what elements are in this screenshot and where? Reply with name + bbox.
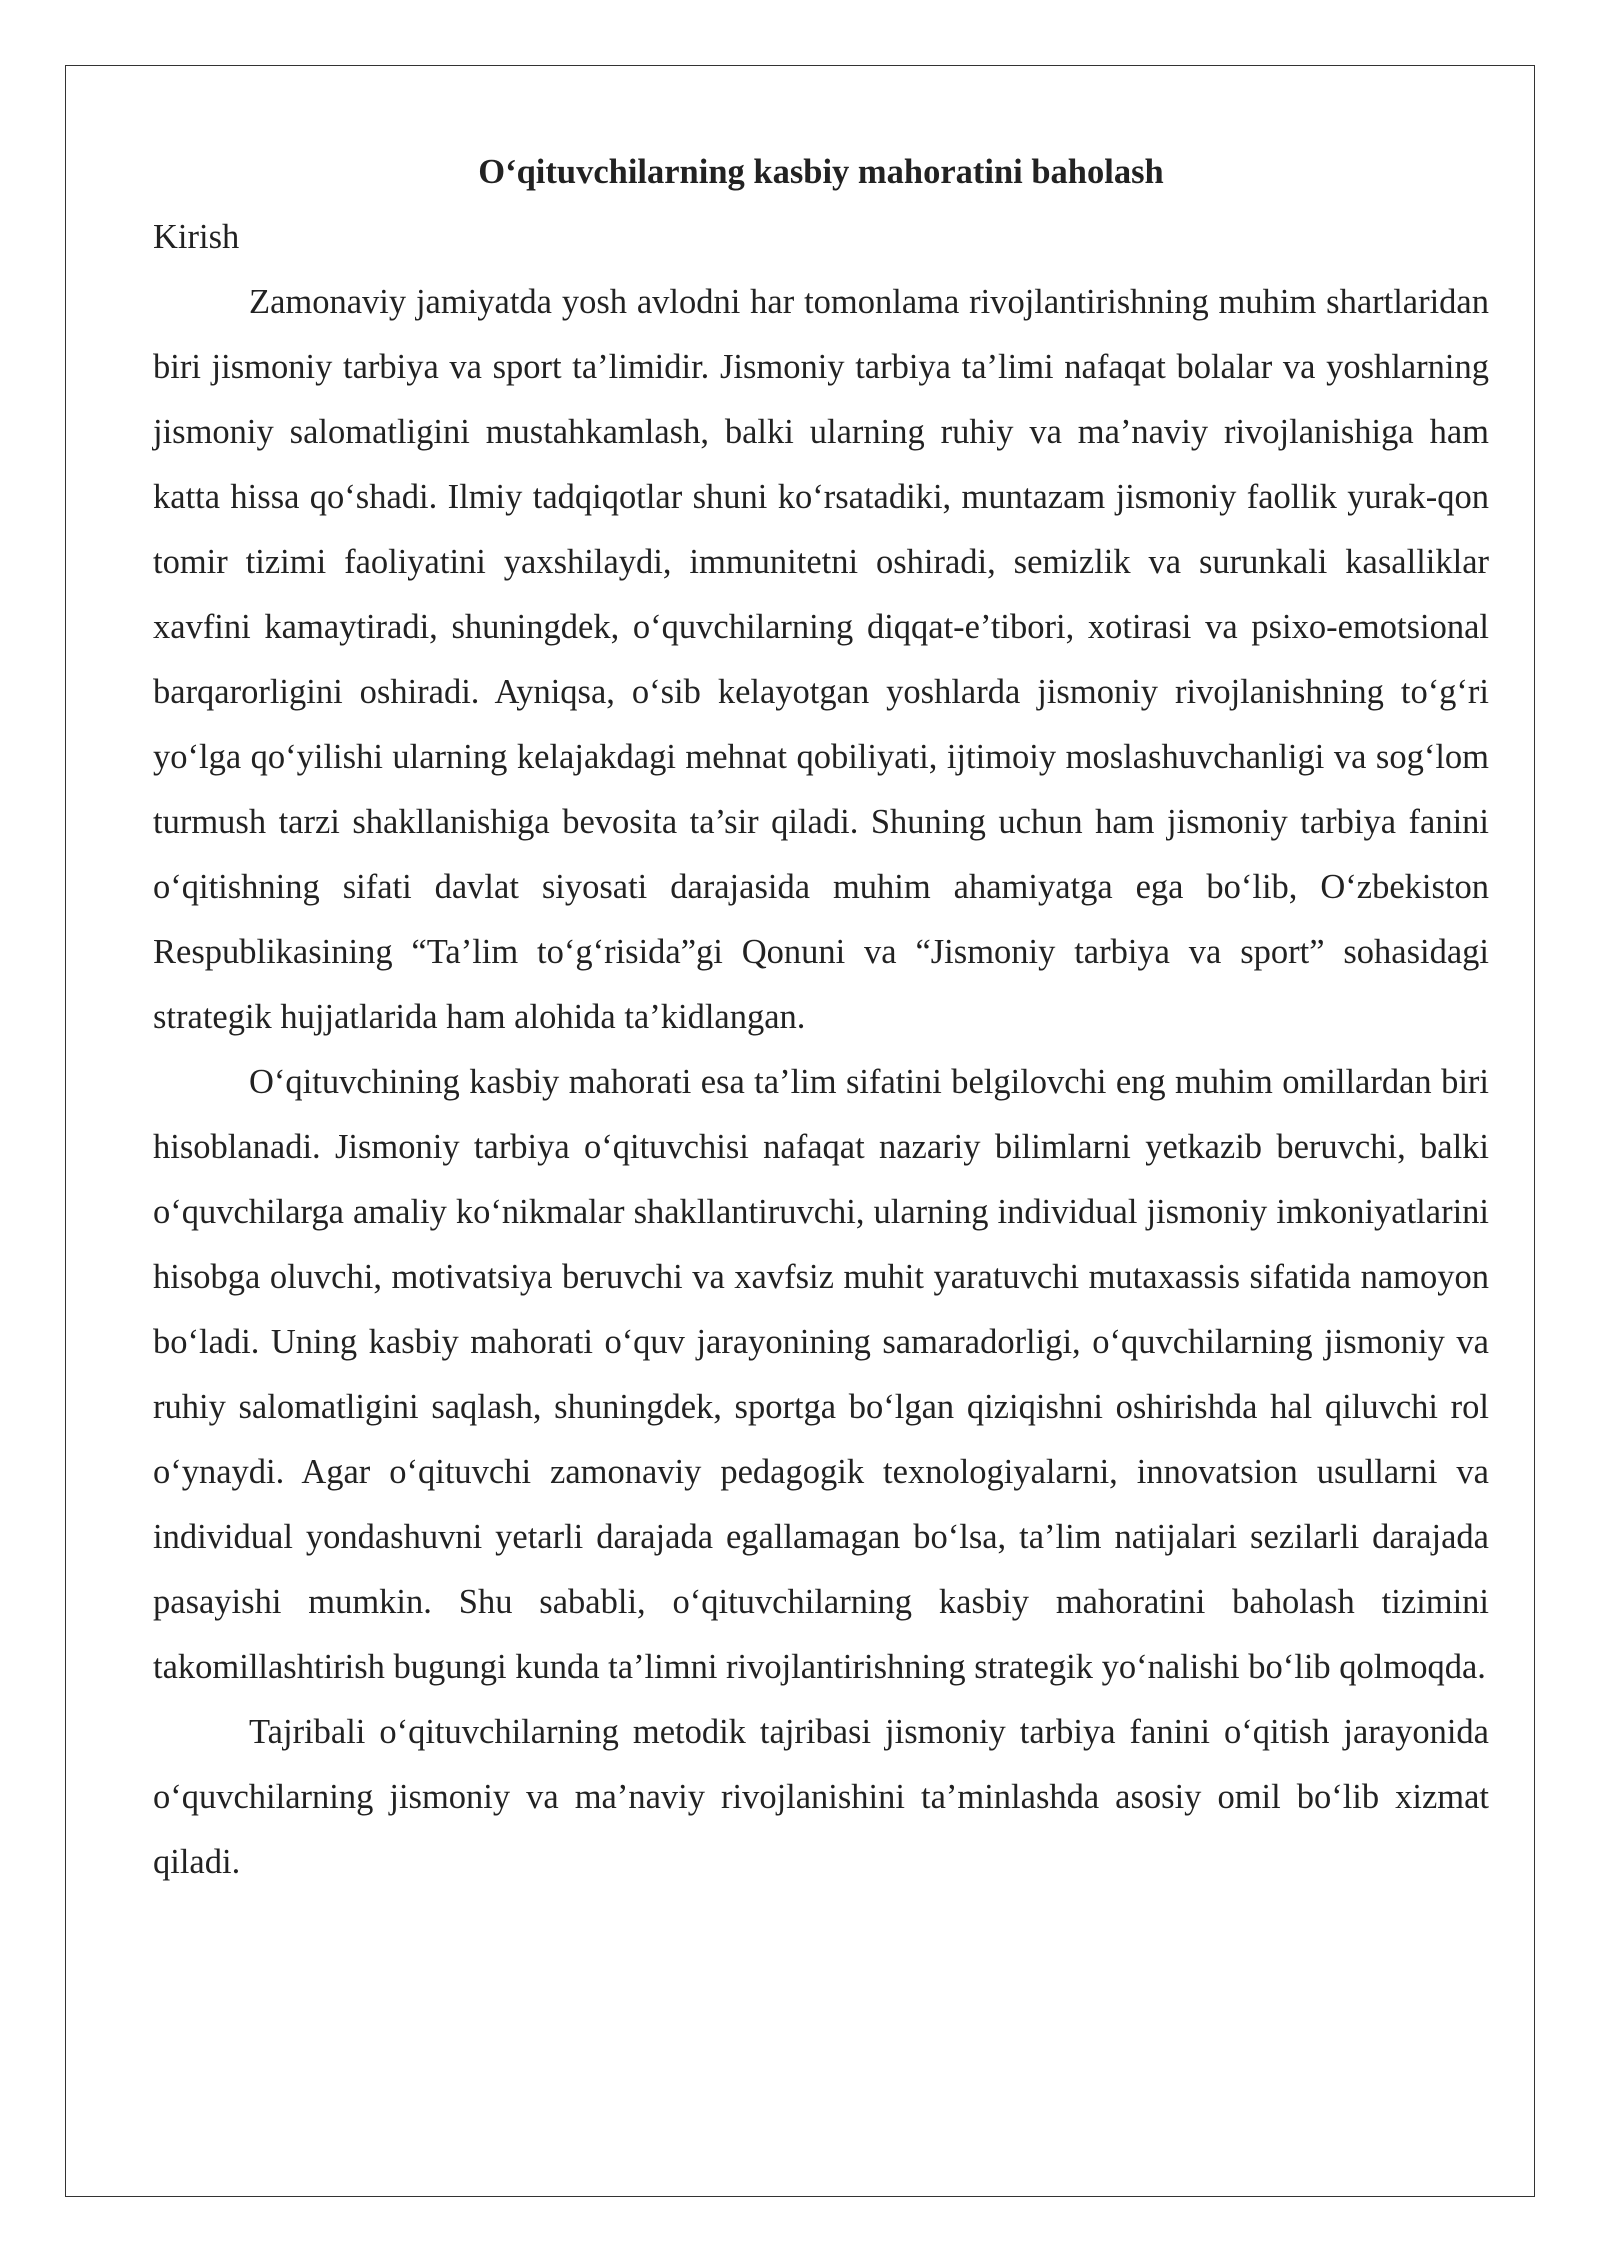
paragraph: Zamonaviy jamiyatda yosh avlodni har tomonlama rivojlantirishning muhim shartlaridan biri jismoniy tarbiya va sport ta’limidir. Jismoniy tarbiya ta’limi nafaqat bolalar va yoshlarning jismoniy salomatligini mustahkamlash, balki ularning ruhiy va ma’naviy rivojlanishiga ham katta hissa qo‘shadi. Ilmiy tadqiqotlar shuni ko‘rsatadiki, muntazam jismoniy faollik yurak-qon tomir tizimi faoliyatini yaxshilaydi, immunitetni oshiradi, semizlik va surunkali kasalliklar xavfini kamaytiradi, shuningdek, o‘quvchilarning diqqat-e’tibori, xotirasi va psixo-emotsional barqarorligini oshiradi. Ayniqsa, o‘sib kelayotgan yoshlarda jismoniy rivojlanishning to‘g‘ri yo‘lga qo‘yilishi ularning kelajakdagi mehnat qobiliyati, ijtimoiy moslashuvchanligi va sog‘lom turmush tarzi shakllanishiga bevosita ta’sir qiladi. Shuning uchun ham jismoniy tarbiya fanini o‘qitishning sifati davlat siyosati darajasida muhim ahamiyatga ega bo‘lib, O‘zbekiston Respublikasining “Ta’lim to‘g‘risida”gi Qonuni va “Jismoniy tarbiya va sport” sohasidagi strategik hujjatlarida ham alohida ta’kidlangan. xyxy=(153,283,1489,1036)
paragraph: Tajribali o‘qituvchilarning metodik tajribasi jismoniy tarbiya fanini o‘qitish jarayonida o‘quvchilarning jismoniy va ma’naviy rivojlanishini ta’minlashda asosiy omil bo‘lib xizmat qiladi. xyxy=(153,1713,1489,1881)
document-title: O‘qituvchilarning kasbiy mahoratini baholash xyxy=(478,153,1164,191)
section-heading: Kirish xyxy=(153,218,240,256)
document-body xyxy=(153,140,1489,1895)
paragraph: O‘qituvchining kasbiy mahorati esa ta’lim sifatini belgilovchi eng muhim omillardan biri hisoblanadi. Jismoniy tarbiya o‘qituvchisi nafaqat nazariy bilimlarni yetkazib beruvchi, balki o‘quvchilarga amaliy ko‘nikmalar shakllantiruvchi, ularning individual jismoniy imkoniyatlarini hisobga oluvchi, motivatsiya beruvchi va xavfsiz muhit yaratuvchi mutaxassis sifatida namoyon bo‘ladi. Uning kasbiy mahorati o‘quv jarayonining samaradorligi, o‘quvchilarning jismoniy va ruhiy salomatligini saqlash, shuningdek, sportga bo‘lgan qiziqishni oshirishda hal qiluvchi rol o‘ynaydi. Agar o‘qituvchi zamonaviy pedagogik texnologiyalarni, innovatsion usullarni va individual yondashuvni yetarli darajada egallamagan bo‘lsa, ta’lim natijalari sezilarli darajada pasayishi mumkin. Shu sababli, o‘qituvchilarning kasbiy mahoratini baholash tizimini takomillashtirish bugungi kunda ta’limni rivojlantirishning strategik yo‘nalishi bo‘lib qolmoqda. xyxy=(153,1063,1489,1686)
